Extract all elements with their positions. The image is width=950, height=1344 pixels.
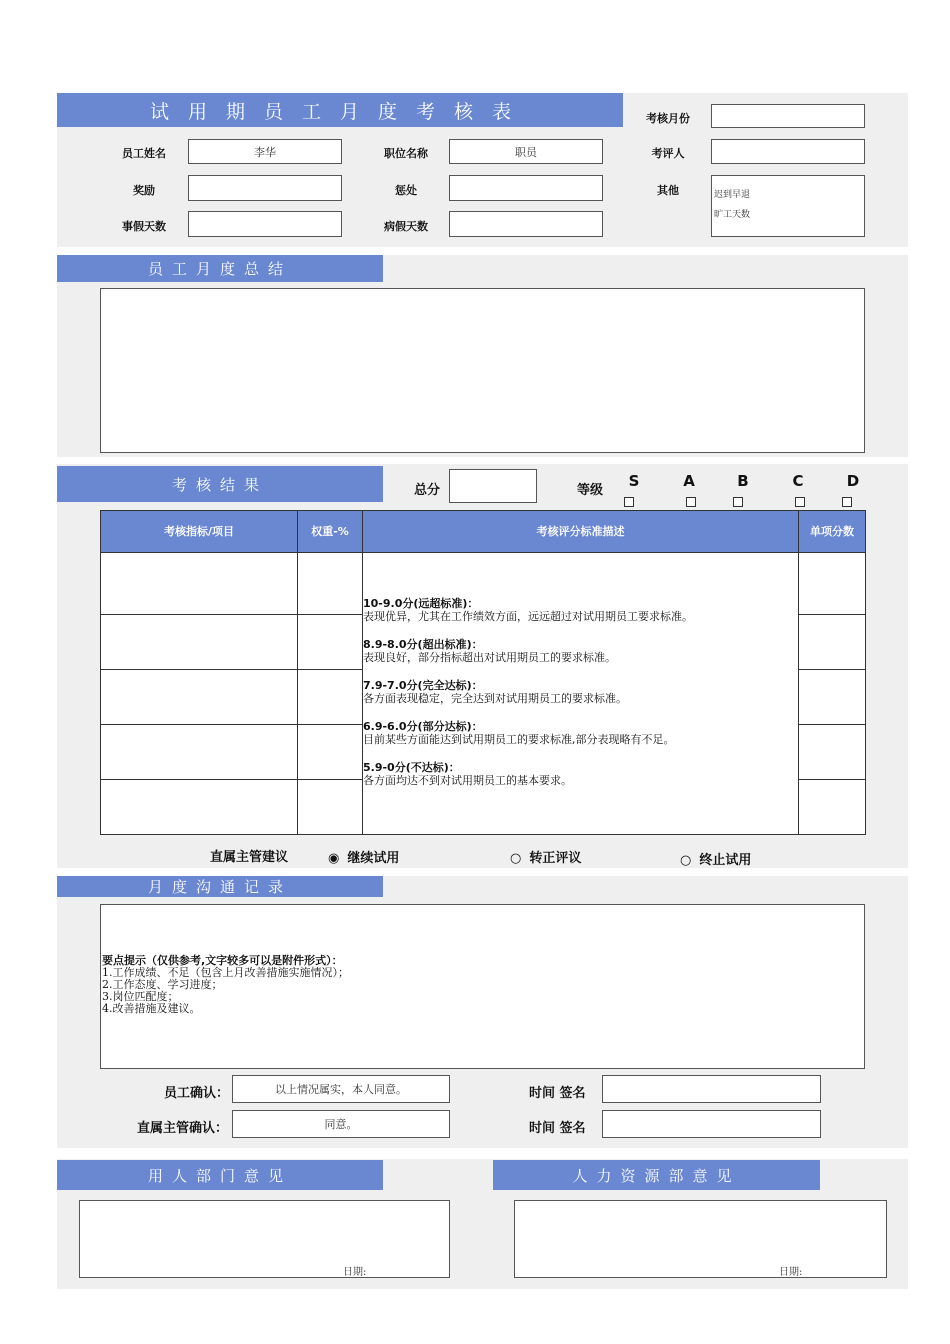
weight-cell[interactable]	[298, 670, 363, 725]
option-continue-label: 继续试用	[347, 851, 400, 866]
employee-name-label: 员工姓名	[122, 147, 166, 160]
table-header-row	[101, 511, 866, 553]
supervisor-signature-field[interactable]	[602, 1110, 821, 1138]
grade-label: 等级	[577, 483, 604, 498]
weight-cell[interactable]	[298, 725, 363, 780]
col-score-header: 单项分数	[799, 511, 866, 553]
position-field[interactable]: 职员	[449, 139, 603, 164]
grade-d: D	[846, 472, 860, 490]
table-row	[101, 553, 866, 615]
score-cell[interactable]	[799, 725, 866, 780]
sick-leave-label: 病假天数	[384, 220, 428, 233]
option-review-label: 转正评议	[529, 851, 582, 866]
criteria-2-head: 8.9-8.0分(超出标准)：	[363, 638, 483, 651]
col-weight-header: 权重-%	[298, 511, 363, 553]
score-cell[interactable]	[799, 670, 866, 725]
weight-cell[interactable]	[298, 615, 363, 670]
tip-item: 2.工作态度、学习进度；	[102, 978, 223, 991]
hr-date-label: 日期:	[779, 1267, 803, 1278]
reviewer-label: 考评人	[651, 147, 685, 160]
summary-textarea[interactable]	[100, 288, 865, 453]
radio-icon: ○	[510, 851, 522, 866]
grade-a: A	[683, 472, 695, 490]
other-line-late: 迟到早退	[714, 190, 751, 200]
department-date-label: 日期:	[343, 1267, 367, 1278]
grade-b: B	[737, 472, 749, 490]
weight-cell[interactable]	[298, 553, 363, 615]
grade-b-checkbox[interactable]	[733, 497, 743, 507]
total-score-label: 总分	[414, 483, 441, 498]
tips-head: 要点提示（仅供参考,文字较多可以是附件形式）：	[102, 954, 343, 967]
criteria-1-desc: 表现优异，尤其在工作绩效方面，远远超过对试用期员工要求标准。	[363, 610, 693, 623]
sick-leave-field[interactable]	[449, 211, 603, 237]
total-score-field[interactable]	[449, 469, 537, 503]
employee-name-field[interactable]: 李华	[188, 139, 342, 164]
criteria-2-desc: 表现良好，部分指标超出对试用期员工的要求标准。	[363, 651, 616, 664]
department-opinion-field[interactable]	[79, 1200, 450, 1278]
reward-field[interactable]	[188, 175, 342, 201]
department-opinion-title: 用人部门意见	[57, 1160, 383, 1190]
other-line-absent: 旷工天数	[714, 210, 751, 220]
communication-title: 月度沟通记录	[57, 876, 383, 897]
penalty-field[interactable]	[449, 175, 603, 201]
employee-confirm-field[interactable]: 以上情况属实，本人同意。	[232, 1075, 450, 1103]
option-terminate-trial[interactable]	[680, 849, 751, 868]
criteria-3-desc: 各方面表现稳定，完全达到对试用期员工的要求标准。	[363, 692, 627, 705]
weight-cell[interactable]	[298, 780, 363, 835]
option-regular-review[interactable]	[510, 847, 581, 866]
hr-opinion-field[interactable]	[514, 1200, 887, 1278]
grade-s: S	[628, 472, 640, 490]
supervisor-confirm-field[interactable]: 同意。	[232, 1110, 450, 1138]
tip-item: 3.岗位匹配度；	[102, 990, 179, 1003]
employee-signature-field[interactable]	[602, 1075, 821, 1103]
employee-time-sign-label: 时间 签名	[529, 1086, 586, 1101]
other-field[interactable]	[711, 175, 865, 237]
score-cell[interactable]	[799, 615, 866, 670]
item-cell[interactable]	[101, 780, 298, 835]
criteria-3-head: 7.9-7.0分(完全达标)：	[363, 679, 483, 692]
communication-tips	[102, 955, 349, 1015]
tip-item: 4.改善措施及建议。	[102, 1002, 201, 1015]
supervisor-suggestion-label: 直属主管建议	[210, 850, 289, 865]
penalty-label: 惩处	[395, 184, 417, 197]
personal-leave-label: 事假天数	[122, 220, 166, 233]
grade-d-checkbox[interactable]	[842, 497, 852, 507]
radio-icon: ○	[680, 853, 692, 868]
tip-item: 1.工作成绩、不足（包含上月改善措施实施情况）；	[102, 966, 349, 979]
col-item-header: 考核指标/项目	[101, 511, 298, 553]
supervisor-time-sign-label: 时间 签名	[529, 1121, 586, 1136]
score-cell[interactable]	[799, 780, 866, 835]
item-cell[interactable]	[101, 553, 298, 615]
summary-title: 员工月度总结	[57, 255, 383, 282]
reward-label: 奖励	[133, 184, 155, 197]
radio-selected-icon: ◉	[328, 851, 340, 866]
grade-c-checkbox[interactable]	[795, 497, 805, 507]
month-field[interactable]	[711, 104, 865, 128]
employee-confirm-label: 员工确认：	[164, 1086, 230, 1101]
results-title: 考核结果	[57, 466, 383, 502]
criteria-5-desc: 各方面均达不到对试用期员工的基本要求。	[363, 774, 572, 787]
personal-leave-field[interactable]	[188, 211, 342, 237]
score-cell[interactable]	[799, 553, 866, 615]
grade-s-checkbox[interactable]	[624, 497, 634, 507]
month-label: 考核月份	[646, 112, 690, 125]
form-title: 试用期员工月度考核表	[57, 93, 623, 127]
criteria-1-head: 10-9.0分(远超标准)：	[363, 597, 479, 610]
grade-c: C	[792, 472, 804, 490]
position-label: 职位名称	[384, 147, 428, 160]
item-cell[interactable]	[101, 725, 298, 780]
grade-a-checkbox[interactable]	[686, 497, 696, 507]
item-cell[interactable]	[101, 615, 298, 670]
hr-opinion-title: 人力资源部意见	[493, 1160, 820, 1190]
col-criteria-header: 考核评分标准描述	[363, 511, 799, 553]
option-continue-trial[interactable]	[328, 847, 399, 866]
supervisor-confirm-label: 直属主管确认：	[137, 1121, 229, 1136]
criteria-4-desc: 目前某些方面能达到试用期员工的要求标准,部分表现略有不足。	[363, 733, 675, 746]
other-label: 其他	[657, 184, 679, 197]
item-cell[interactable]	[101, 670, 298, 725]
criteria-4-head: 6.9-6.0分(部分达标)：	[363, 720, 483, 733]
criteria-5-head: 5.9-0分(不达标)：	[363, 761, 460, 774]
criteria-cell	[363, 553, 799, 835]
reviewer-field[interactable]	[711, 139, 865, 164]
option-terminate-label: 终止试用	[699, 853, 752, 868]
assessment-table	[100, 510, 866, 835]
